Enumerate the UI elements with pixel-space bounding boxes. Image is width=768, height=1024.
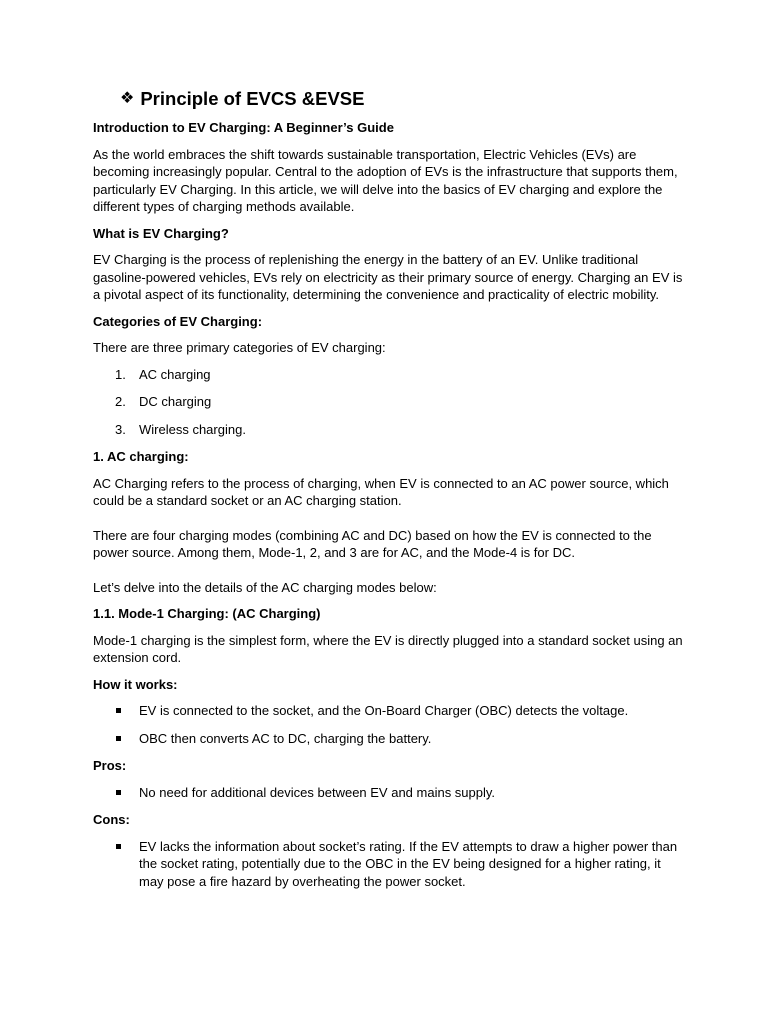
list-item-label: AC charging <box>139 366 211 382</box>
categories-list <box>93 366 683 439</box>
ac-paragraph-1: AC Charging refers to the process of charging, when EV is connected to an AC power source, which could be a standard socket or an AC charging station. <box>93 475 669 508</box>
list-item <box>93 366 683 384</box>
list-item-text: No need for additional devices between EV and mains supply. <box>139 784 496 800</box>
square-bullet-icon <box>116 708 121 713</box>
list-number: 1. <box>115 366 126 382</box>
categories-heading: Categories of EV Charging: <box>93 313 263 329</box>
square-bullet-icon <box>116 736 121 741</box>
what-is-heading: What is EV Charging? <box>93 225 229 241</box>
how-it-works-list <box>93 702 683 747</box>
how-it-works-heading: How it works: <box>93 676 178 692</box>
list-item <box>93 784 683 802</box>
list-item-text: EV is connected to the socket, and the On-Board Charger (OBC) detects the voltage. <box>139 703 629 718</box>
list-number: 3. <box>115 421 126 437</box>
pros-heading: Pros: <box>93 758 127 773</box>
categories-intro: There are three primary categories of EV charging: <box>93 340 386 355</box>
intro-paragraph: As the world embraces the shift towards sustainable transportation, Electric Vehicles (EVs) are becoming increasingly popular. Central to the adoption of EVs is the infrastructure that supports them, particularly EV Charging. In this article, we will delve into the basics of EV charging and explore the different types of charging methods available. <box>93 146 678 214</box>
ac-charging-heading: 1. AC charging: <box>93 449 189 464</box>
list-item-label: Wireless charging. <box>139 421 246 437</box>
document-page <box>93 88 683 900</box>
mode1-paragraph: Mode-1 charging is the simplest form, where the EV is directly plugged into a standard socket using an extension cord. <box>93 632 683 665</box>
list-item <box>93 393 683 411</box>
list-item <box>93 421 683 439</box>
square-bullet-icon <box>116 844 121 849</box>
pros-list <box>93 784 683 802</box>
cons-heading: Cons: <box>93 812 130 827</box>
ac-paragraph-2: There are four charging modes (combining AC and DC) based on how the EV is connected to the power source. Among them, Mode-1, 2, and 3 are for AC, and the Mode-4 is for DC. <box>93 527 652 560</box>
ac-paragraph-3: Let’s delve into the details of the AC charging modes below: <box>93 579 437 595</box>
list-item <box>93 730 683 748</box>
diamond-bullet-icon: ❖ <box>120 90 135 107</box>
list-item-text: OBC then converts AC to DC, charging the battery. <box>139 730 432 746</box>
list-number: 2. <box>115 394 126 409</box>
list-item-label: DC charging <box>139 394 212 409</box>
document-title-text: Principle of EVCS &EVSE <box>140 88 365 109</box>
mode1-heading: 1.1. Mode-1 Charging: (AC Charging) <box>93 606 321 621</box>
list-item <box>93 838 683 891</box>
square-bullet-icon <box>116 790 121 795</box>
list-item-text: EV lacks the information about socket’s rating. If the EV attempts to draw a higher power than the socket rating, potentially due to the OBC in the EV being designed for a higher rating, it may pose a fire hazard by overheating the power socket. <box>139 838 678 889</box>
document-title <box>120 88 683 110</box>
cons-list <box>93 838 683 891</box>
intro-heading: Introduction to EV Charging: A Beginner’s Guide <box>93 120 394 135</box>
list-item <box>93 702 683 720</box>
what-is-paragraph: EV Charging is the process of replenishing the energy in the battery of an EV. Unlike traditional gasoline-powered vehicles, EVs rely on electricity as their primary source of energy. Charging an EV is a pivotal aspect of its functionality, determining the convenience and practicality of electric mobility. <box>93 252 683 302</box>
